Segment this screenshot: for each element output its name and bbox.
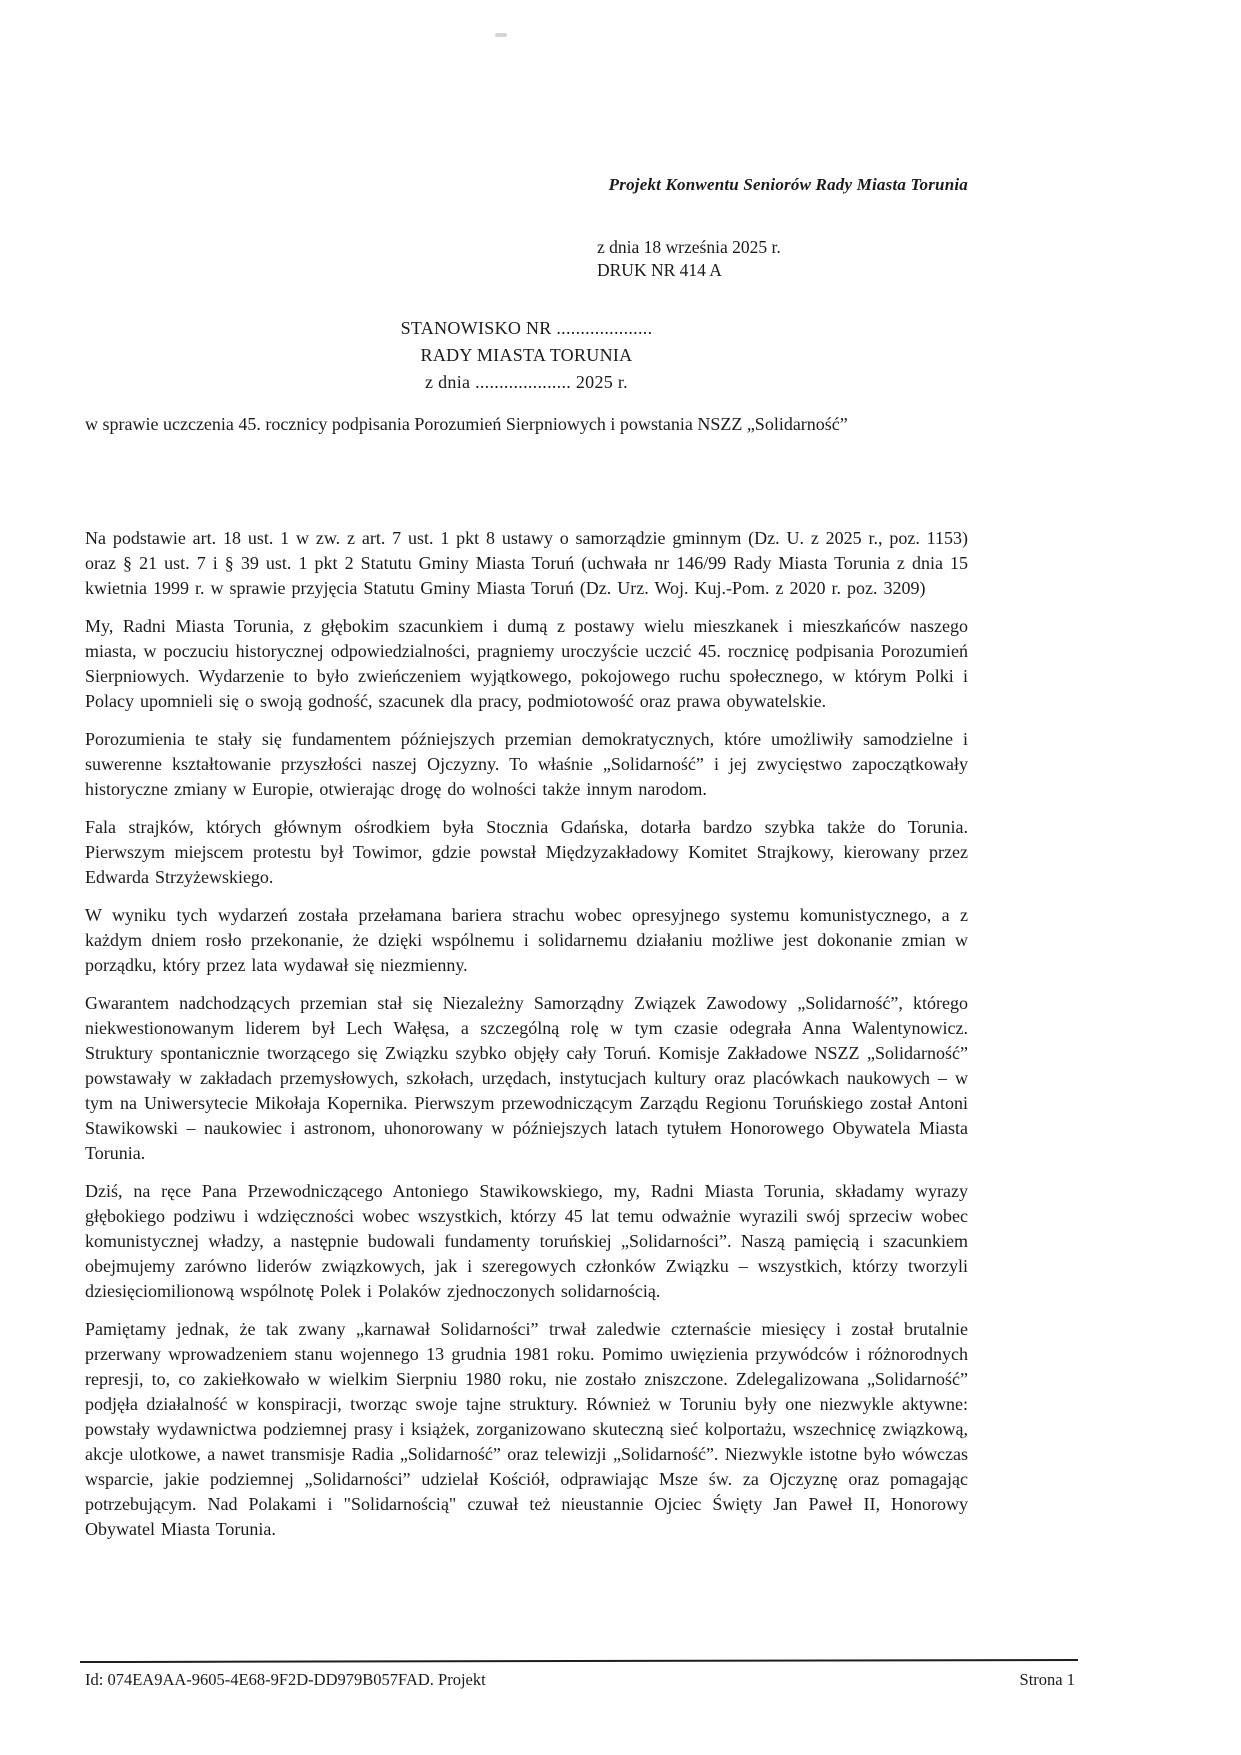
paragraph-tribute: Dziś, na ręce Pana Przewodniczącego Antoniego Stawikowskiego, my, Radni Miasta Torunia, składamy wyrazy głębokiego podziwu i wdzięczności wobec wszystkich, którzy 45 lat temu odważnie wyrazili swój sprzeciw wobec komunistycznej władzy, a następnie budowali fundamenty toruńskiej „Solidarności”. Naszą pamięcią i szacunkiem obejmujemy zarówno liderów związkowych, jak i szeregowych członków Związku – wszystkich, którzy tworzyli dziesięciomilionową wspólnotę Polek i Polaków zjednoczonych solidarnością. — [85, 1181, 968, 1301]
session-date-line: z dnia 18 września 2025 r. — [597, 237, 781, 257]
paragraph-agreements: Porozumienia te stały się fundamentem późniejszych przemian demokratycznych, które umożliwiły samodzielne i suwerenne kształtowanie przyszłości naszej Ojczyzny. To właśnie „Solidarność” i jej zwycięstwo zapoczątkowały historyczne zmiany w Europie, otwierając drogę do wolności także innym narodom. — [85, 729, 968, 799]
document-body — [85, 526, 968, 1542]
paragraph-strikes: Fala strajków, których głównym ośrodkiem była Stocznia Gdańska, dotarła bardzo szybka także do Torunia. Pierwszym miejscem protestu był Towimor, gdzie powstał Międzyzakładowy Komitet Strajkowy, kierowany przez Edwarda Strzyżewskiego. — [85, 817, 968, 887]
paragraph-barrier: W wyniku tych wydarzeń została przełamana bariera strachu wobec opresyjnego systemu komunistycznego, a z każdym dniem rosło przekonanie, że dzięki wspólnemu i solidarnemu działaniu możliwe jest dokonanie zmian w porządku, który przez lata wydawał się niezmienny. — [85, 905, 968, 975]
project-author-note: Projekt Konwentu Seniorów Rady Miasta Torunia — [608, 175, 968, 194]
document-id: Id: 074EA9AA-9605-4E68-9F2D-DD979B057FAD. Projekt — [85, 1670, 486, 1689]
page-number: Strona 1 — [1019, 1670, 1075, 1689]
subject-line: w sprawie uczczenia 45. rocznicy podpisania Porozumień Sierpniowych i powstania NSZZ „Solidarność” — [85, 414, 848, 434]
paragraph-martial-law: Pamiętamy jednak, że tak zwany „karnawał Solidarności” trwał zaledwie czternaście miesięcy i został brutalnie przerwany wprowadzeniem stanu wojennego 13 grudnia 1981 roku. Pomimo uwięzienia przywódców i różnorodnych represji, to, co zakiełkowało w wielkim Sierpniu 1980 roku, nie zostało zniszczone. Zdelegalizowana „Solidarność” podjęła działalność w konspiracji, tworząc swoje tajne struktury. Również w Toruniu były one niezwykle aktywne: powstały wydawnictwa podziemnej prasy i książek, zorganizowano skuteczną sieć kolportażu, wszechnicę związkową, akcje ulotkowe, a nawet transmisje Radia „Solidarność” oraz telewizji „Solidarność”. Niezwykle istotne było wówczas wsparcie, jakie podziemnej „Solidarności” udzielał Kościół, odprawiając Msze św. za Ojczyznę oraz pomagając potrzebującym. Nad Polakami i "Solidarnością" czuwał też nieustannie Ojciec Święty Jan Paweł II, Honorowy Obywatel Miasta Torunia. — [85, 1319, 968, 1539]
footer-divider — [80, 1659, 1078, 1663]
document-title — [85, 315, 968, 396]
print-number-line: DRUK NR 414 A — [597, 260, 722, 280]
paragraph-declaration: My, Radni Miasta Torunia, z głębokim szacunkiem i dumą z postawy wielu mieszkanek i mieszkańców naszego miasta, w poczuciu historycznej odpowiedzialności, pragniemy uroczyście uczcić 45. rocznicę podpisania Porozumień Sierpniowych. Wydarzenie to było zwieńczeniem wyjątkowego, pokojowego ruchu społecznego, w którym Polki i Polacy upomnieli się o swoją godność, szacunek dla pracy, podmiotowość oraz prawa obywatelskie. — [85, 616, 968, 711]
page-footer — [0, 1660, 1241, 1690]
title-line-rada: RADY MIASTA TORUNIA — [420, 345, 633, 365]
paragraph-legal-basis: Na podstawie art. 18 ust. 1 w zw. z art. 7 ust. 1 pkt 8 ustawy o samorządzie gminnym (Dz. U. z 2025 r., poz. 1153) oraz § 21 ust. 7 i § 39 ust. 1 pkt 2 Statutu Gminy Miasta Toruń (uchwała nr 146/99 Rady Miasta Torunia z dnia 15 kwietnia 1999 r. w sprawie przyjęcia Statutu Gminy Miasta Toruń (Dz. Urz. Woj. Kuj.-Pom. z 2020 r. poz. 3209) — [85, 528, 968, 598]
paragraph-union-growth: Gwarantem nadchodzących przemian stał się Niezależny Samorządny Związek Zawodowy „Solidarność”, którego niekwestionowanym liderem był Lech Wałęsa, a szczególną rolę w tym czasie odegrała Anna Walentynowicz. Struktury spontanicznie tworzącego się Związku szybko objęły cały Toruń. Komisje Zakładowe NSZZ „Solidarność” powstawały w zakładach przemysłowych, szkołach, urzędach, instytucjach kultury oraz placówkach naukowych – w tym na Uniwersytecie Mikołaja Kopernika. Pierwszym przewodniczącym Zarządu Regionu Toruńskiego został Antoni Stawikowski – naukowiec i astronom, uhonorowany w późniejszych latach tytułem Honorowego Obywatela Miasta Torunia. — [85, 993, 968, 1163]
document-content — [85, 0, 968, 1555]
title-line-stanowisko: STANOWISKO NR .................... — [400, 318, 653, 338]
date-block — [597, 236, 968, 282]
title-line-date: z dnia .................... 2025 r. — [425, 372, 628, 392]
